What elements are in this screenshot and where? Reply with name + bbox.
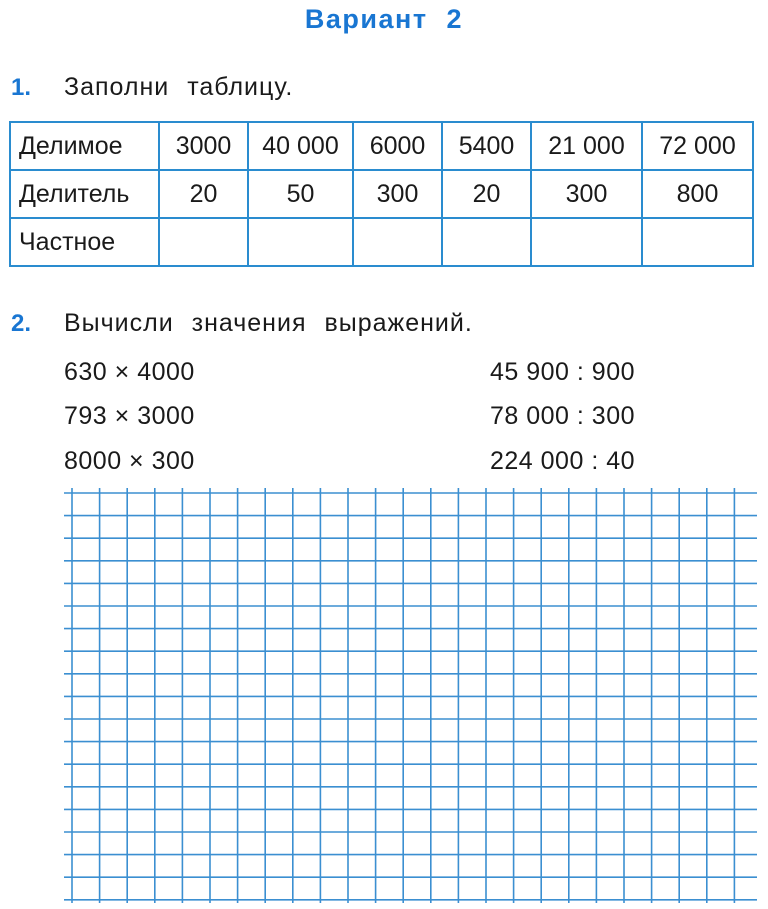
table-cell: 3000 [159, 122, 248, 170]
row-header-quotient: Частное [10, 218, 159, 266]
expression-right-3: 224 000 : 40 [490, 447, 636, 475]
table-cell: 20 [159, 170, 248, 218]
expression-left-2: 793 × 3000 [64, 402, 195, 430]
table-cell: 6000 [353, 122, 442, 170]
table-cell: 5400 [442, 122, 531, 170]
expression-left-1: 630 × 4000 [64, 358, 195, 386]
task-1-number: 1. [11, 74, 32, 101]
table-cell: 20 [442, 170, 531, 218]
table-cell: 40 000 [248, 122, 353, 170]
task-2-instruction: Вычисли значения выражений. [64, 309, 473, 337]
expression-right-2: 78 000 : 300 [490, 402, 636, 430]
table-cell: 21 000 [531, 122, 642, 170]
expression-right-1: 45 900 : 900 [490, 358, 636, 386]
table-cell: 300 [353, 170, 442, 218]
expression-left-3: 8000 × 300 [64, 447, 195, 475]
table-cell: 300 [531, 170, 642, 218]
table-cell: 72 000 [642, 122, 753, 170]
task-2-number: 2. [11, 310, 32, 337]
row-header-dividend: Делимое [10, 122, 159, 170]
table-cell: 800 [642, 170, 753, 218]
row-header-divisor: Делитель [10, 170, 159, 218]
page-title: Вариант 2 [304, 4, 464, 34]
table-cell: 50 [248, 170, 353, 218]
task-1-instruction: Заполни таблицу. [64, 73, 294, 101]
